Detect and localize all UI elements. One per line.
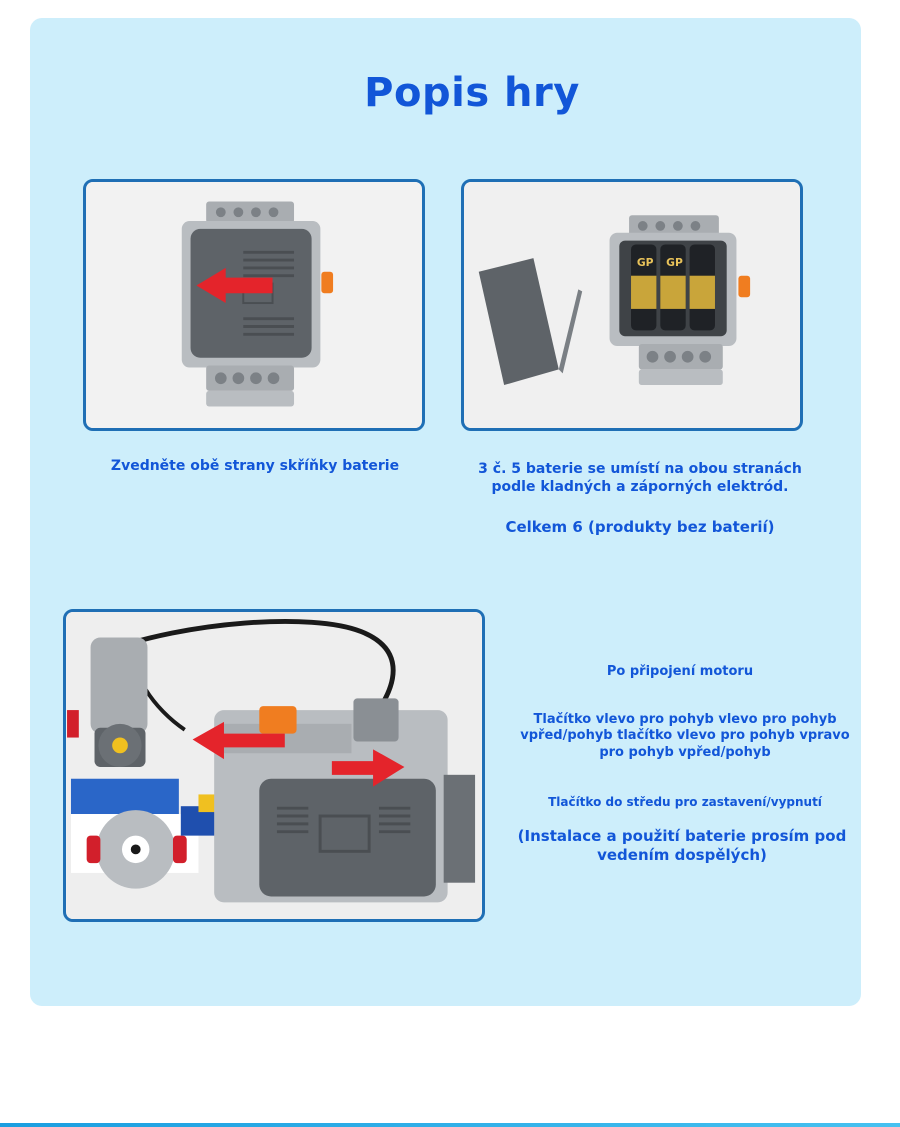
battery-box-open-photo <box>461 179 803 431</box>
step2-caption: 3 č. 5 baterie se umístí na obou stranách podle kladných a záporných elektród. <box>478 461 802 495</box>
content-panel <box>30 18 861 1006</box>
page-title: Popis hry <box>364 70 580 116</box>
stop-instruction: Tlačítko do středu pro zastavení/vypnutí <box>548 795 822 809</box>
battery-box-closed-photo <box>83 179 425 431</box>
battery-box-open-illustration <box>464 182 800 428</box>
adult-supervision-note: (Instalace a použití baterie prosím pod vedením dospělých) <box>517 827 847 864</box>
bottom-divider <box>0 1123 900 1127</box>
battery-label: GP <box>666 255 683 269</box>
motor-heading: Po připojení motoru <box>606 664 754 679</box>
total-note: Celkem 6 (produkty bez baterií) <box>505 518 775 536</box>
motor-connection-photo <box>63 609 485 922</box>
battery-label: GP <box>636 255 654 269</box>
battery-box-closed-illustration <box>86 182 422 428</box>
motor-instruction: Tlačítko vlevo pro pohyb vlevo pro pohyb vpřed/pohyb tlačítko vlevo pro pohyb vpravo pro pohyb vpřed/pohyb <box>520 712 850 760</box>
step1-caption: Zvedněte obě strany skříňky baterie <box>110 458 400 474</box>
motor-connection-illustration <box>66 612 482 919</box>
